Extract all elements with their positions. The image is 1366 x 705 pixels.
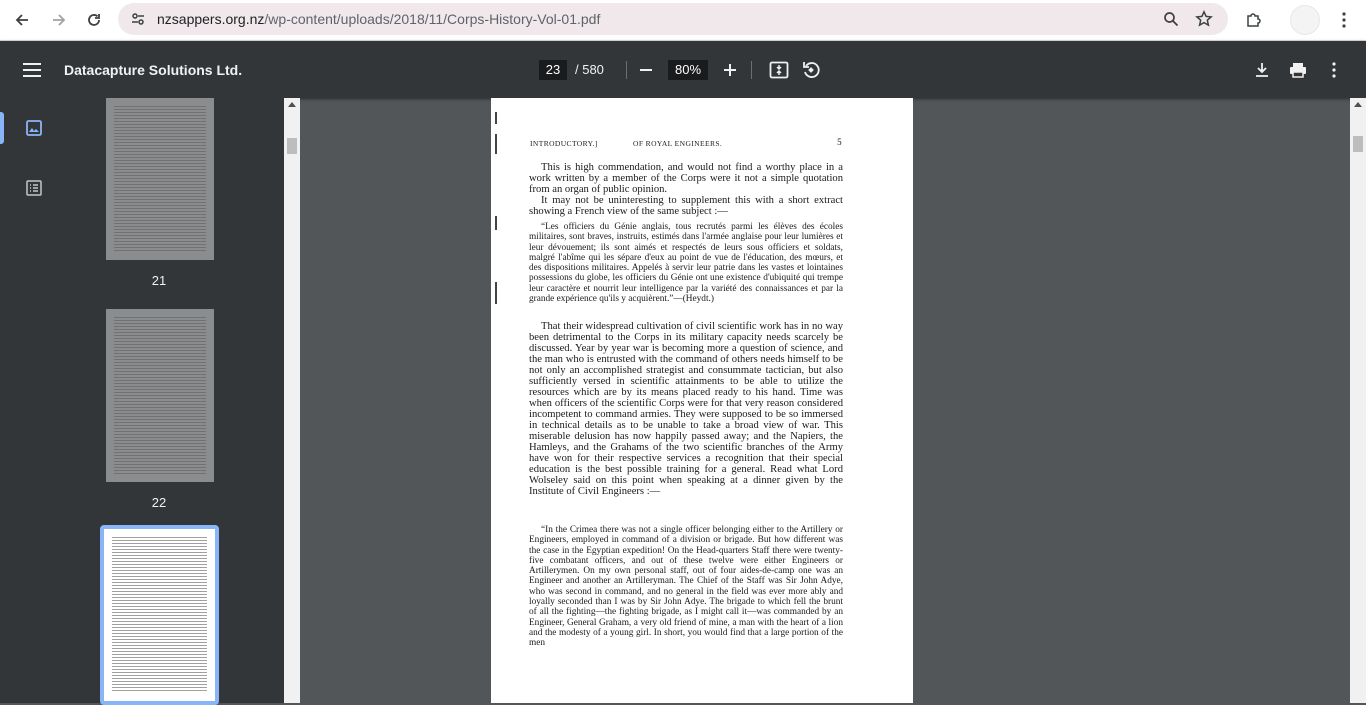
more-vertical-icon (1332, 62, 1336, 78)
tab-outline[interactable] (18, 172, 50, 204)
block-quote: “In the Crimea there was not a single officer belonging either to the Artillery or Engineers, employed in command of a division or brigade. But how different was the case in the Egyptian expedition! On the Head-quarters Staff there were twenty-five combatant officers, and out of these twelve were either Engineers or Artillerymen. On my own personal staff, out of four aides-de-camp one was an Engineer and another an Artilleryman. The Chief of the Staff was Sir John Adye, who was second in command, and no general in the field was ever more ably and loyally seconded than I was by Sir John Adye. The brigade to which fell the brunt of all the fighting—the fighting brigade, as I might call it—was commanded by an Engineer, General Graham, a very old friend of mine, a man with the heart of a lion and the modesty of a young girl. In short, you would find that a large portion of the men (529, 525, 843, 649)
header-title: OF ROYAL ENGINEERS. (633, 139, 723, 148)
more-vertical-icon (1342, 12, 1346, 28)
hamburger-menu-icon[interactable] (20, 58, 44, 82)
thumbnail-text (114, 106, 206, 252)
page-number-input[interactable]: 23 (539, 60, 567, 80)
thumbnail-sidebar (0, 98, 284, 703)
paragraph: This is high commendation, and would not find a worthy place in a work written by a member of the Corps were it not a simple quotation from an organ of public opinion. (529, 162, 843, 195)
download-button[interactable] (1249, 57, 1275, 83)
pdf-toolbar (0, 41, 1366, 98)
pdf-page (491, 98, 913, 703)
page-total: / 580 (575, 62, 604, 77)
toolbar-divider (626, 61, 627, 79)
more-options-button[interactable] (1321, 57, 1347, 83)
forward-button[interactable] (45, 6, 73, 34)
puzzle-icon (1245, 11, 1263, 29)
zoom-page-button[interactable] (1157, 5, 1185, 33)
back-arrow-icon (14, 12, 30, 28)
margin-mark (495, 134, 497, 154)
sidebar-scrollbar[interactable] (284, 98, 300, 703)
profile-avatar[interactable] (1290, 5, 1320, 35)
block-quote: “Les officiers du Génie anglais, tous recrutés parmi les élèves des écoles militaires, sont braves, instruits, estimés dans l'armée anglaise pour leur lumières et leur dévouement; ils sont aimés et respectés de leurs sous officiers et soldats, malgré l'abîme qui les sépare d'eux au point de vue de l'éducation, des mœurs, et des dispositions militaires. Appelés à servir leur patrie dans les vastes et lointaines possessions du globe, les officiers du Génie ont une existence d'ubiquité qui trempe leur caractère et nourrit leur intelligence par la variété des connaissances et par la grande expérience qu'ils y acquièrent.”—(Heydt.) (529, 222, 843, 305)
print-button[interactable] (1285, 57, 1311, 83)
scroll-up-arrow-icon[interactable] (288, 102, 296, 107)
download-icon (1254, 62, 1270, 78)
margin-mark (495, 282, 497, 304)
plus-icon (723, 63, 737, 77)
page-thumbnail[interactable] (106, 309, 214, 482)
image-icon (25, 119, 43, 137)
back-button[interactable] (8, 6, 36, 34)
margin-mark (495, 112, 497, 124)
active-tab-indicator (0, 112, 4, 144)
site-info-icon[interactable] (130, 11, 146, 27)
url-text (157, 11, 600, 27)
zoom-out-button[interactable] (633, 57, 659, 83)
rotate-button[interactable] (798, 57, 824, 83)
outline-list-icon (25, 179, 43, 197)
extensions-button[interactable] (1240, 6, 1268, 34)
sidebar-tabs (0, 98, 68, 703)
header-section: INTRODUCTORY.] (530, 139, 598, 148)
scrollbar-thumb[interactable] (1353, 136, 1363, 152)
thumbnail-label: 22 (151, 495, 167, 510)
url-host: nzsappers.org.nz (157, 11, 265, 27)
page-thumbnail-current[interactable] (100, 525, 219, 705)
fit-to-page-button[interactable] (766, 57, 792, 83)
magnifier-icon (1163, 11, 1179, 27)
toolbar-divider (751, 61, 752, 79)
page-thumbnail[interactable] (106, 98, 214, 260)
paragraph: That their widespread cultivation of civil scientific work has in no way been detrimental to the Corps in its military capacity needs scarcely be discussed. Year by year war is becoming more a question of science, and the man who is entrusted with the command of others needs himself to be not only an accomplished strategist and consummate tactician, but also sufficiently versed in scientific attainments to be able to utilize the resources which are by its means placed ready to his hand. Time was when officers of the scientific Corps were for that very reason considered incompetent to command armies. They were supposed to be so immersed in technical details as to be unable to take a broad view of war. This miserable delusion has now happily passed away; and the Napiers, the Hamleys, and the Grahams of the two scientific branches of the Army have won for their respective services a recognition that their special education is the best possible training for a general. Read what Lord Wolseley said on this point when speaking at a dinner given by the Institute of Civil Engineers :— (529, 321, 843, 497)
scroll-up-arrow-icon[interactable] (1354, 102, 1362, 107)
margin-mark (495, 216, 497, 230)
browser-menu-button[interactable] (1330, 6, 1358, 34)
thumbnail-text (112, 537, 207, 693)
page-number: 5 (837, 137, 842, 147)
rotate-icon (801, 60, 821, 80)
thumbnail-text (114, 317, 206, 474)
minus-icon (639, 63, 653, 77)
reload-button[interactable] (80, 6, 108, 34)
paragraph: It may not be uninteresting to supplement this with a short extract showing a French view of the same subject :— (529, 195, 843, 217)
fit-page-icon (769, 61, 789, 79)
bookmark-button[interactable] (1190, 5, 1218, 33)
zoom-input[interactable]: 80% (668, 60, 708, 80)
zoom-in-button[interactable] (717, 57, 743, 83)
forward-arrow-icon (51, 12, 67, 28)
document-title: Datacapture Solutions Ltd. (64, 62, 243, 78)
tab-thumbnails[interactable] (18, 112, 50, 144)
document-scrollbar[interactable] (1350, 98, 1366, 703)
address-bar[interactable] (118, 3, 1228, 35)
reload-icon (86, 12, 102, 28)
url-path: /wp-content/uploads/2018/11/Corps-History-Vol-01.pdf (264, 11, 601, 27)
star-icon (1195, 10, 1213, 28)
printer-icon (1289, 62, 1307, 78)
scrollbar-thumb[interactable] (287, 138, 297, 154)
browser-toolbar (0, 0, 1366, 41)
thumbnail-label: 21 (151, 273, 167, 288)
